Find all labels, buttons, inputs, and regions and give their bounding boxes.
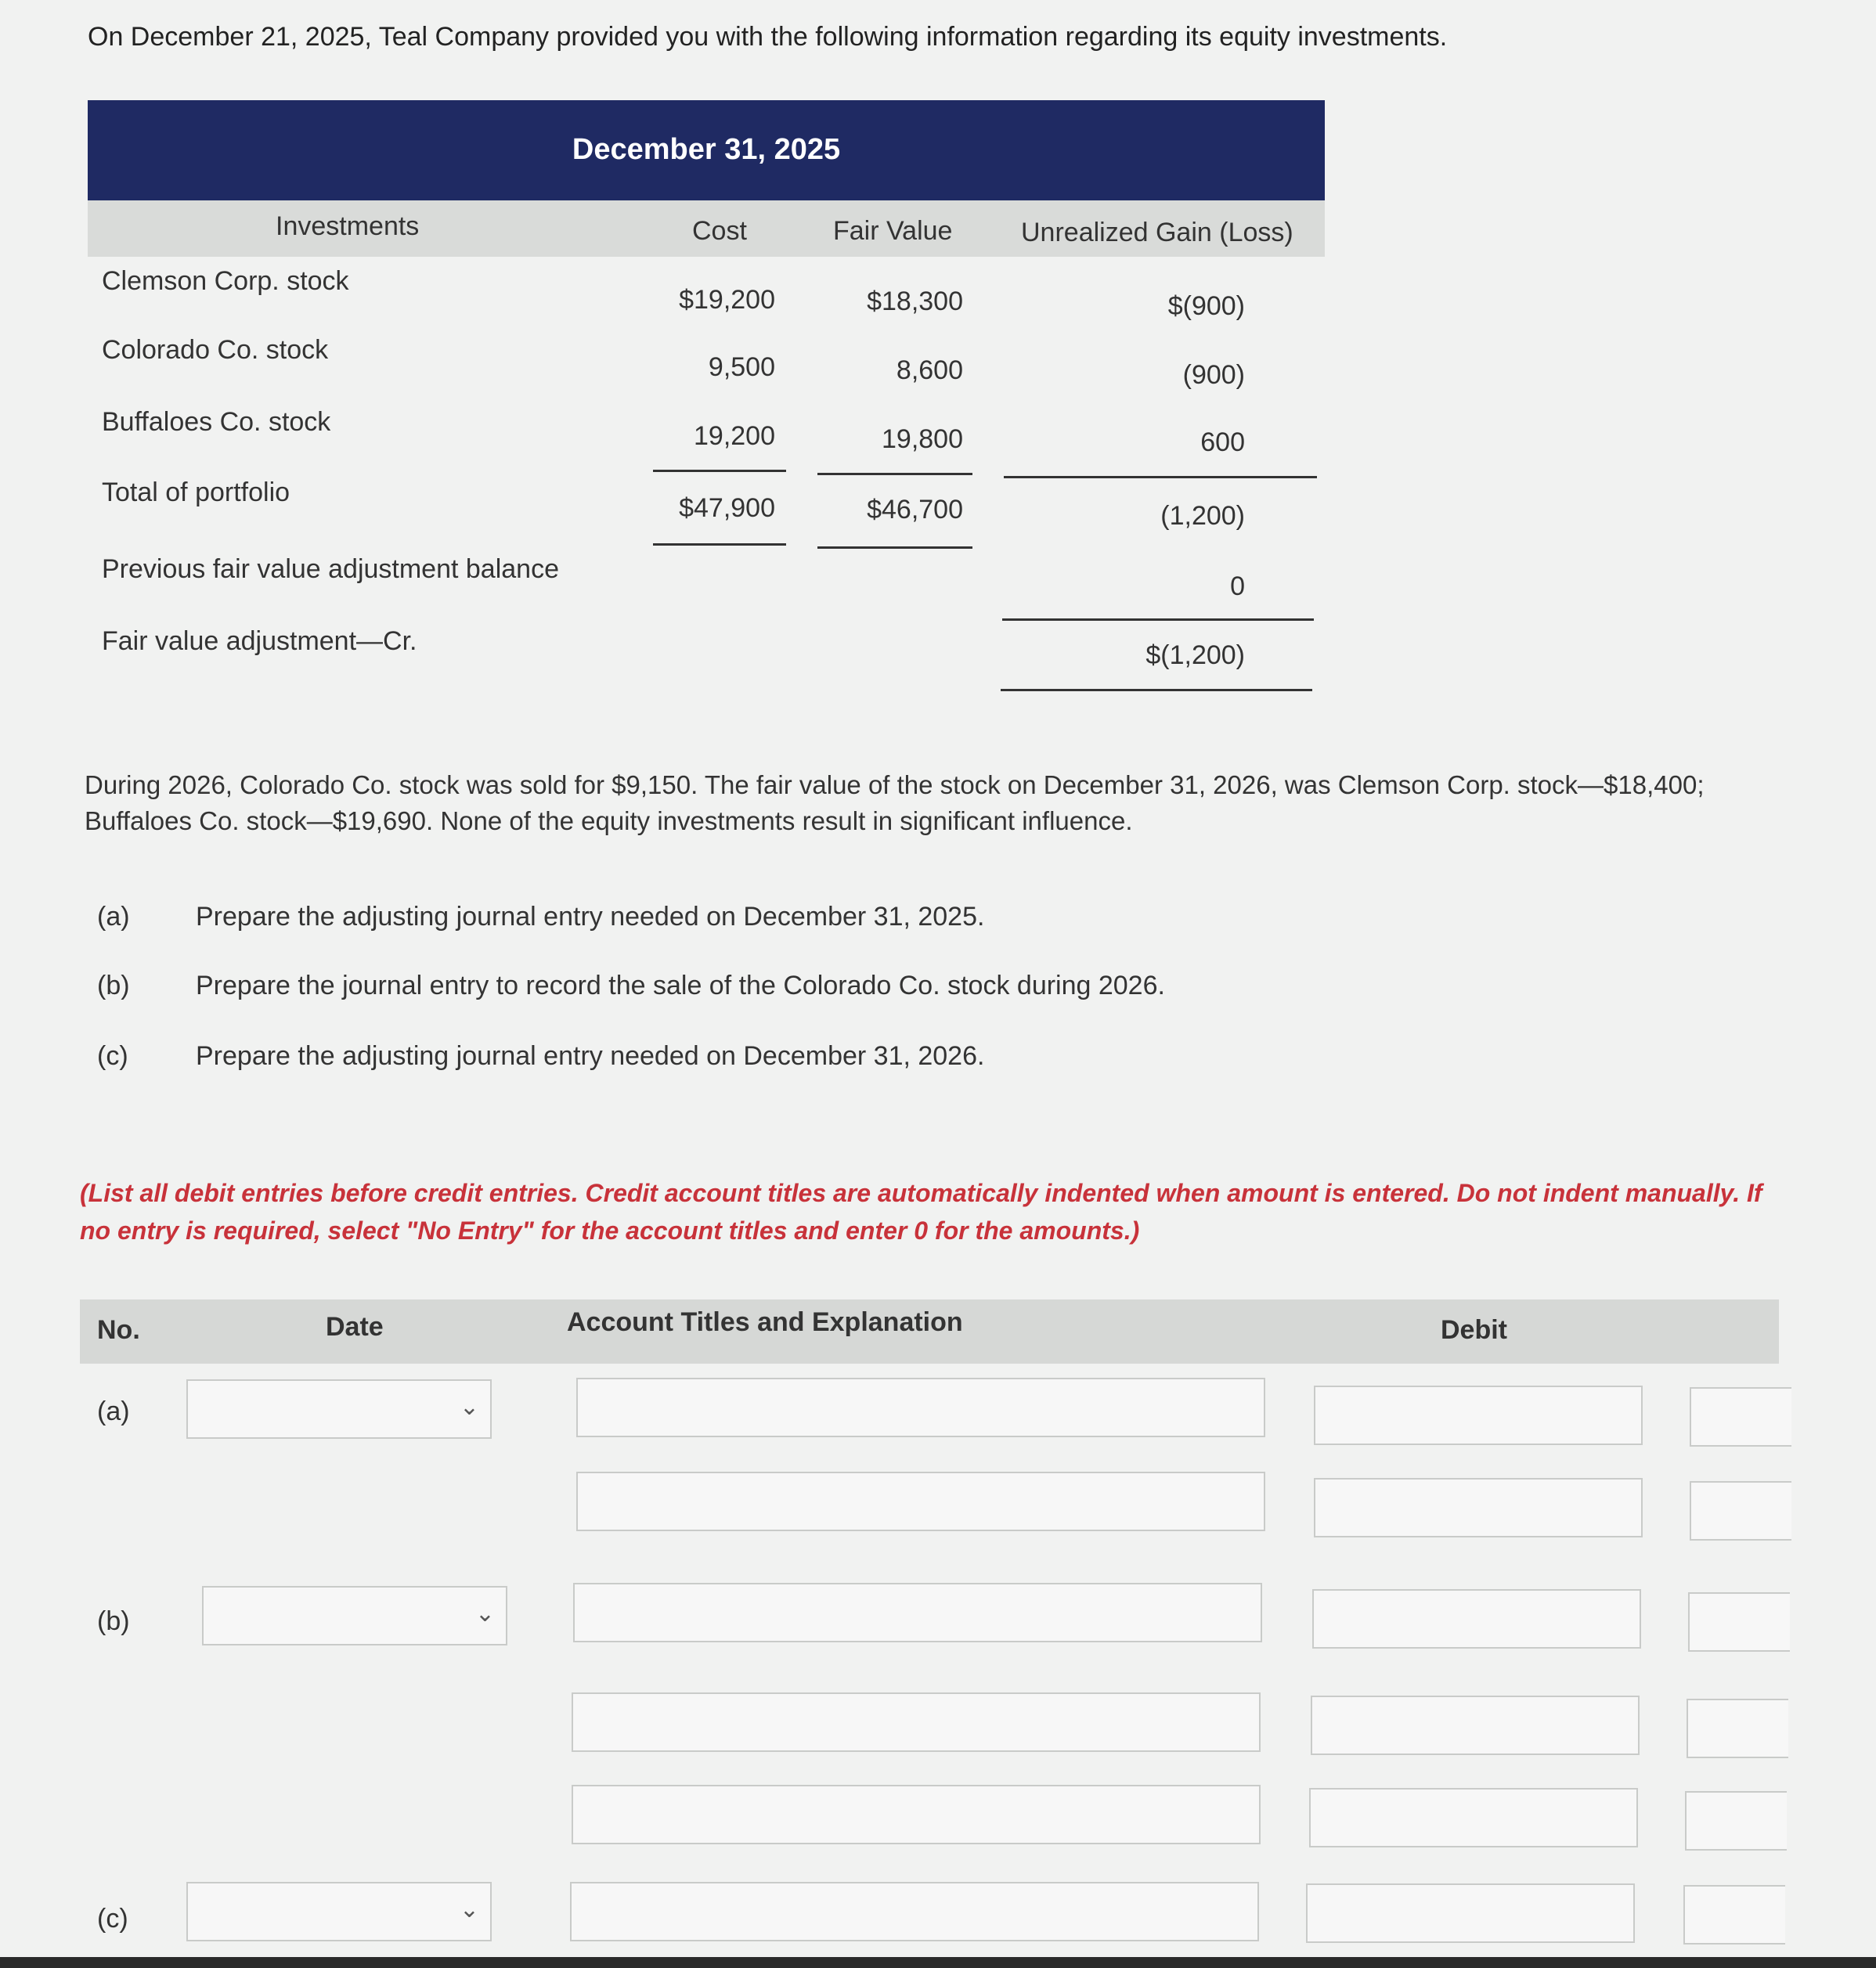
credit-input[interactable]	[1688, 1592, 1790, 1652]
instructions-note: (List all debit entries before credit entries. Credit account titles are automatically indented when amount is entered. Do not indent manually. If no entry is required, select "No Entry" for the account titles and enter 0 for the amounts.)	[80, 1179, 1762, 1245]
subtotal-rule	[1004, 476, 1317, 478]
question-label: (c)	[97, 1041, 128, 1071]
credit-input[interactable]	[1685, 1791, 1787, 1851]
header-investments: Investments	[276, 211, 420, 241]
chevron-down-icon: ⌄	[459, 1897, 479, 1923]
journal-header-no: No.	[97, 1315, 140, 1345]
total-rule	[653, 543, 786, 546]
total-rule	[817, 546, 972, 549]
header-cost: Cost	[692, 216, 747, 246]
table-row-label: Total of portfolio	[102, 478, 290, 507]
question-label: (a)	[97, 902, 130, 932]
debit-input[interactable]	[1312, 1589, 1641, 1649]
fair-value-value: $46,700	[867, 495, 963, 524]
debit-input[interactable]	[1314, 1386, 1643, 1445]
credit-input[interactable]	[1690, 1387, 1791, 1447]
journal-header-debit: Debit	[1441, 1315, 1507, 1345]
fair-value-value: $18,300	[867, 287, 963, 316]
debit-input[interactable]	[1314, 1478, 1643, 1537]
chevron-down-icon: ⌄	[474, 1601, 495, 1627]
credit-input[interactable]	[1687, 1699, 1788, 1758]
header-fair-value: Fair Value	[833, 216, 953, 246]
account-title-input[interactable]	[576, 1472, 1265, 1531]
account-title-input[interactable]	[570, 1882, 1259, 1941]
question-label: (b)	[97, 971, 130, 1000]
unrealized-value: $(1,200)	[1145, 640, 1245, 670]
journal-header-date: Date	[326, 1312, 384, 1342]
debit-input[interactable]	[1306, 1883, 1635, 1943]
entry-label-c: (c)	[97, 1904, 128, 1934]
credit-input[interactable]	[1683, 1885, 1785, 1945]
unrealized-value: $(900)	[1167, 291, 1245, 321]
fair-value-value: 8,600	[896, 355, 963, 385]
unrealized-value: 0	[1230, 571, 1245, 601]
question-text: Prepare the journal entry to record the sale of the Colorado Co. stock during 2026.	[196, 971, 1165, 1000]
debit-input[interactable]	[1309, 1788, 1638, 1847]
account-title-input[interactable]	[572, 1692, 1261, 1752]
journal-header-account: Account Titles and Explanation	[567, 1307, 963, 1337]
table-row-label: Previous fair value adjustment balance	[102, 554, 559, 584]
unrealized-value: 600	[1200, 427, 1245, 457]
account-title-input[interactable]	[576, 1378, 1265, 1437]
table-row-label: Buffaloes Co. stock	[102, 407, 331, 437]
fair-value-value: 19,800	[882, 424, 963, 454]
final-total-rule	[1001, 689, 1312, 691]
subtotal-rule	[1002, 618, 1314, 621]
problem-intro: On December 21, 2025, Teal Company provided you with the following information regarding its equity investments.	[88, 22, 1448, 52]
question-text: Prepare the adjusting journal entry needed on December 31, 2025.	[196, 902, 985, 932]
subtotal-rule	[653, 470, 786, 472]
unrealized-value: (1,200)	[1160, 501, 1245, 531]
subtotal-rule	[817, 473, 972, 475]
table-row-label: Clemson Corp. stock	[102, 266, 349, 296]
cost-value: $47,900	[679, 493, 775, 523]
cost-value: $19,200	[679, 285, 775, 315]
credit-input[interactable]	[1690, 1481, 1791, 1541]
debit-input[interactable]	[1311, 1696, 1640, 1755]
unrealized-value: (900)	[1182, 360, 1245, 390]
screen-bottom-edge	[0, 1957, 1876, 1968]
cost-value: 9,500	[708, 352, 775, 382]
table-row-label: Colorado Co. stock	[102, 335, 329, 365]
cost-value: 19,200	[694, 421, 775, 451]
date-select-b[interactable]	[202, 1586, 507, 1645]
table-date-header: December 31, 2025	[572, 133, 841, 166]
entry-label-b: (b)	[97, 1606, 130, 1636]
date-select-a[interactable]	[186, 1379, 492, 1439]
entry-label-a: (a)	[97, 1397, 130, 1426]
problem-paragraph: During 2026, Colorado Co. stock was sold for $9,150. The fair value of the stock on December 31, 2026, was Clemson Corp. stock—$18,400; Buffaloes Co. stock—$19,690. None of the equity investments result in significant influence.	[85, 770, 1705, 835]
table-row-label: Fair value adjustment—Cr.	[102, 626, 417, 656]
account-title-input[interactable]	[573, 1583, 1262, 1642]
date-select-c[interactable]	[186, 1882, 492, 1941]
chevron-down-icon: ⌄	[459, 1394, 479, 1420]
header-unrealized-gain-loss: Unrealized Gain (Loss)	[1021, 218, 1293, 247]
account-title-input[interactable]	[572, 1785, 1261, 1844]
question-text: Prepare the adjusting journal entry needed on December 31, 2026.	[196, 1041, 985, 1071]
